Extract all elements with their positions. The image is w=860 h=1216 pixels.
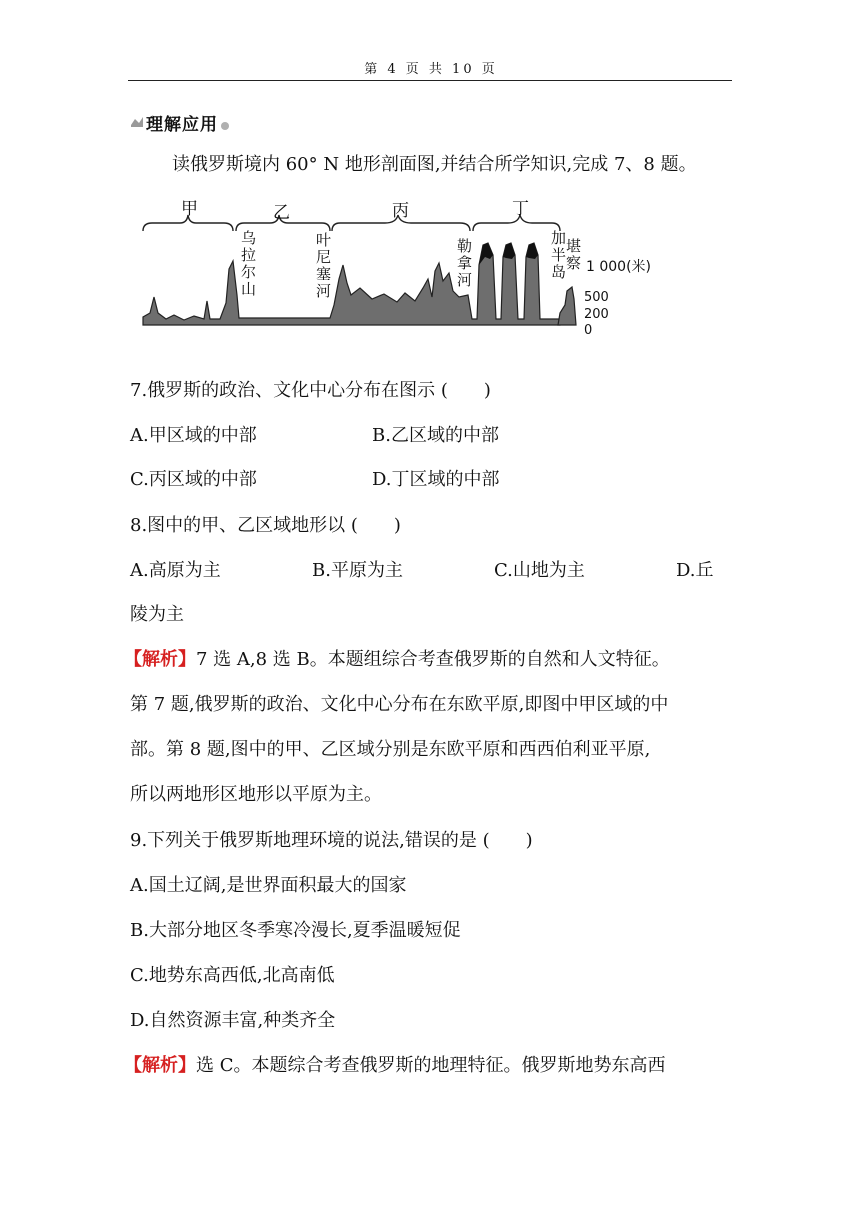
analysis-1-line-2: 第 7 题,俄罗斯的政治、文化中心分布在东欧平原,即图中甲区域的中 bbox=[130, 694, 669, 715]
analysis-2-tag: 【解析】 bbox=[124, 1055, 196, 1076]
label-lena bbox=[457, 237, 472, 289]
section-lead-icon bbox=[130, 116, 144, 128]
label-kamchatka-b1: 堪 bbox=[566, 237, 582, 255]
elevation-tick-1000: 1 000(米) bbox=[586, 259, 652, 275]
elevation-tick-200: 200 bbox=[584, 307, 609, 322]
analysis-1-text-1: 7 选 A,8 选 B。本题组综合考查俄罗斯的自然和人文特征。 bbox=[196, 649, 670, 670]
intro-text: 读俄罗斯境内 60° N 地形剖面图,并结合所学知识,完成 7、8 题。 bbox=[172, 154, 697, 175]
question-8-option-c: C.山地为主 bbox=[494, 560, 585, 581]
question-7-stem: 7.俄罗斯的政治、文化中心分布在图示 ( ) bbox=[130, 380, 491, 401]
analysis-2-text: 选 C。本题综合考查俄罗斯的地理特征。俄罗斯地势东高西 bbox=[196, 1055, 666, 1076]
label-ural-3: 尔 bbox=[241, 263, 257, 281]
analysis-1-line-3: 部。第 8 题,图中的甲、乙区域分别是东欧平原和西西伯利亚平原, bbox=[130, 739, 651, 760]
label-ural bbox=[241, 229, 256, 298]
question-8-stem: 8.图中的甲、乙区域地形以 ( ) bbox=[130, 515, 401, 536]
question-8-option-d-wrap: 陵为主 bbox=[130, 604, 184, 625]
label-kamchatka-a1: 加 bbox=[551, 229, 567, 247]
question-7-option-d: D.丁区域的中部 bbox=[372, 469, 500, 490]
label-yenisei bbox=[316, 231, 331, 300]
label-yenisei-4: 河 bbox=[316, 282, 332, 300]
question-9-option-a: A.国土辽阔,是世界面积最大的国家 bbox=[130, 875, 407, 896]
analysis-1-line-4: 所以两地形区地形以平原为主。 bbox=[130, 784, 382, 805]
question-9-option-c: C.地势东高西低,北高南低 bbox=[130, 965, 335, 986]
kamchatka-peak bbox=[558, 287, 576, 325]
question-9-stem: 9.下列关于俄罗斯地理环境的说法,错误的是 ( ) bbox=[130, 830, 533, 851]
region-label-bing: 丙 bbox=[392, 201, 409, 221]
section-heading bbox=[130, 110, 230, 134]
label-kamchatka bbox=[551, 229, 581, 281]
label-yenisei-2: 尼 bbox=[316, 248, 332, 266]
label-lena-2: 拿 bbox=[457, 254, 473, 272]
analysis-1-line-1 bbox=[124, 645, 670, 671]
elevation-tick-0: 0 bbox=[584, 323, 593, 338]
label-yenisei-1: 叶 bbox=[316, 231, 332, 249]
page-header: 第 4 页 共 10 页 bbox=[364, 62, 498, 77]
question-9-option-d: D.自然资源丰富,种类齐全 bbox=[130, 1010, 336, 1031]
label-yenisei-3: 塞 bbox=[316, 265, 332, 283]
question-7-option-c: C.丙区域的中部 bbox=[130, 469, 257, 490]
terrain-profile-diagram bbox=[140, 195, 700, 340]
question-7-option-a: A.甲区域的中部 bbox=[130, 425, 257, 446]
label-kamchatka-a2: 半 bbox=[551, 246, 567, 264]
section-tail-icon bbox=[220, 121, 230, 131]
label-ural-4: 山 bbox=[241, 280, 257, 298]
analysis-2-line-1 bbox=[124, 1051, 666, 1077]
elevation-tick-500: 500 bbox=[584, 290, 609, 305]
question-9-option-b: B.大部分地区冬季寒冷漫长,夏季温暖短促 bbox=[130, 920, 461, 941]
question-7-option-b: B.乙区域的中部 bbox=[372, 425, 499, 446]
label-kamchatka-b2: 察 bbox=[566, 254, 582, 272]
label-lena-3: 河 bbox=[457, 271, 473, 289]
peak-cap-2 bbox=[503, 243, 515, 259]
question-8-option-d: D.丘 bbox=[676, 560, 714, 581]
region-label-jia: 甲 bbox=[181, 199, 198, 219]
question-8-option-b: B.平原为主 bbox=[312, 560, 403, 581]
label-lena-1: 勒 bbox=[457, 237, 473, 255]
section-title: 理解应用 bbox=[146, 114, 218, 135]
question-8-option-a: A.高原为主 bbox=[130, 560, 221, 581]
analysis-1-tag: 【解析】 bbox=[124, 649, 196, 670]
region-label-yi: 乙 bbox=[273, 203, 290, 223]
terrain-fill bbox=[143, 243, 560, 325]
region-label-ding: 丁 bbox=[512, 199, 529, 219]
label-kamchatka-a3: 岛 bbox=[551, 263, 567, 281]
label-ural-1: 乌 bbox=[241, 229, 257, 247]
label-ural-2: 拉 bbox=[241, 246, 257, 264]
peak-cap-3 bbox=[526, 243, 538, 259]
header-divider bbox=[128, 80, 732, 81]
